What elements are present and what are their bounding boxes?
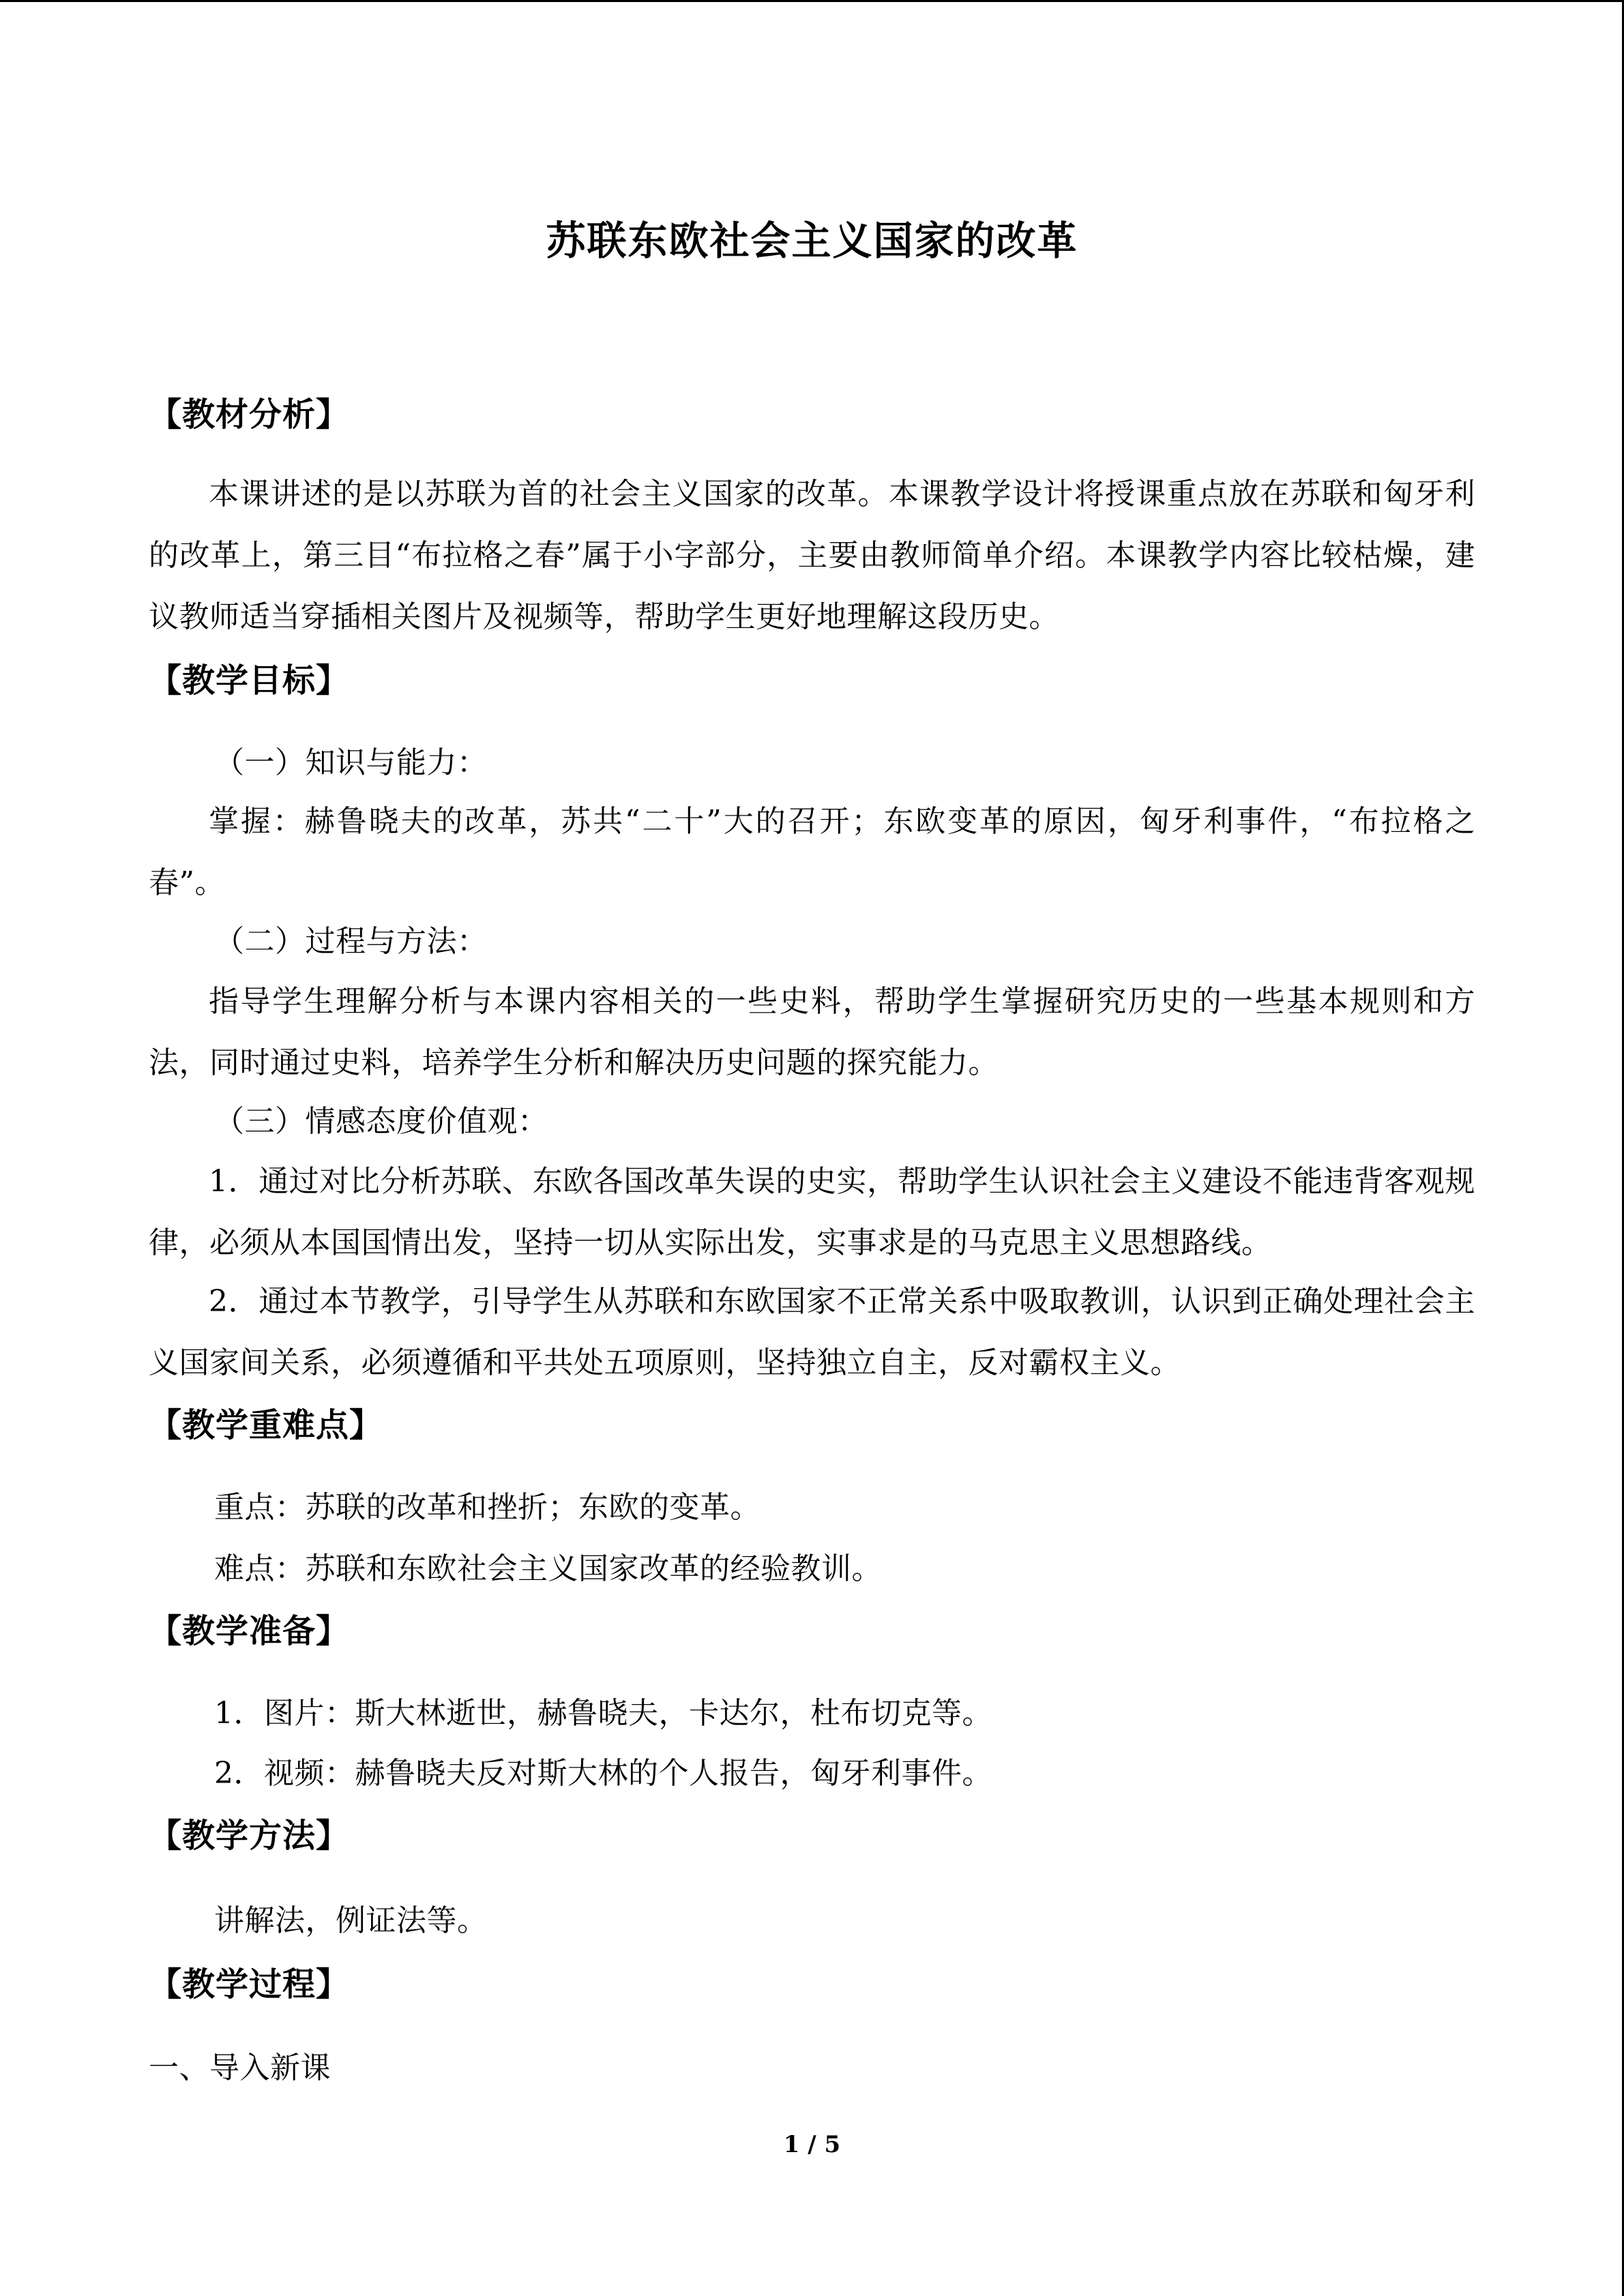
goal3-label: （三）情感态度价值观： <box>214 1104 548 1139</box>
page-number: 1 / 5 <box>783 2131 841 2158</box>
prep-item-1: 1．图片：斯大林逝世，赫鲁晓夫，卡达尔，杜布切克等。 <box>214 1696 992 1731</box>
goal1-label: （一）知识与能力： <box>214 745 488 780</box>
goal2-label: （二）过程与方法： <box>214 924 488 959</box>
keypoint-text: 重点：苏联的改革和挫折；东欧的变革。 <box>214 1490 761 1525</box>
prep-item-2: 2．视频：赫鲁晓夫反对斯大林的个人报告，匈牙利事件。 <box>214 1756 992 1791</box>
goal3-item-2: 2．通过本节教学，引导学生从苏联和东欧国家不正常关系中吸取教训，认识到正确处理社会主义国家间关系，必须遵循和平共处五项原则，坚持独立自主，反对霸权主义。 <box>149 1284 1475 1380</box>
heading-goals: 【教学目标】 <box>149 661 350 700</box>
heading-preparation: 【教学准备】 <box>149 1612 350 1650</box>
goal2-paragraph: 指导学生理解分析与本课内容相关的一些史料，帮助学生掌握研究历史的一些基本规则和方法，同时通过史料，培养学生分析和解决历史问题的探究能力。 <box>149 984 1475 1080</box>
difficulty-text: 难点：苏联和东欧社会主义国家改革的经验教训。 <box>214 1551 882 1586</box>
heading-analysis: 【教材分析】 <box>149 396 350 434</box>
analysis-paragraph: 本课讲述的是以苏联为首的社会主义国家的改革。本课教学设计将授课重点放在苏联和匈牙利的改革上，第三目“布拉格之春”属于小字部分，主要由教师简单介绍。本课教学内容比较枯燥，建议教师适当穿插相关图片及视频等，帮助学生更好地理解这段历史。 <box>149 477 1476 634</box>
goal1-paragraph: 掌握：赫鲁晓夫的改革，苏共“二十”大的召开；东欧变革的原因，匈牙利事件，“布拉格之春”。 <box>149 804 1475 900</box>
heading-process: 【教学过程】 <box>149 1965 350 2003</box>
document-title: 苏联东欧社会主义国家的改革 <box>546 218 1078 264</box>
method-text: 讲解法，例证法等。 <box>214 1903 488 1938</box>
heading-method: 【教学方法】 <box>149 1817 350 1855</box>
process-step-1: 一、导入新课 <box>149 2051 331 2085</box>
goal3-item-1: 1．通过对比分析苏联、东欧各国改革失误的史实，帮助学生认识社会主义建设不能违背客观规律，必须从本国国情出发，坚持一切从实际出发，实事求是的马克思主义思想路线。 <box>149 1164 1475 1260</box>
heading-keypoints: 【教学重难点】 <box>149 1406 383 1444</box>
